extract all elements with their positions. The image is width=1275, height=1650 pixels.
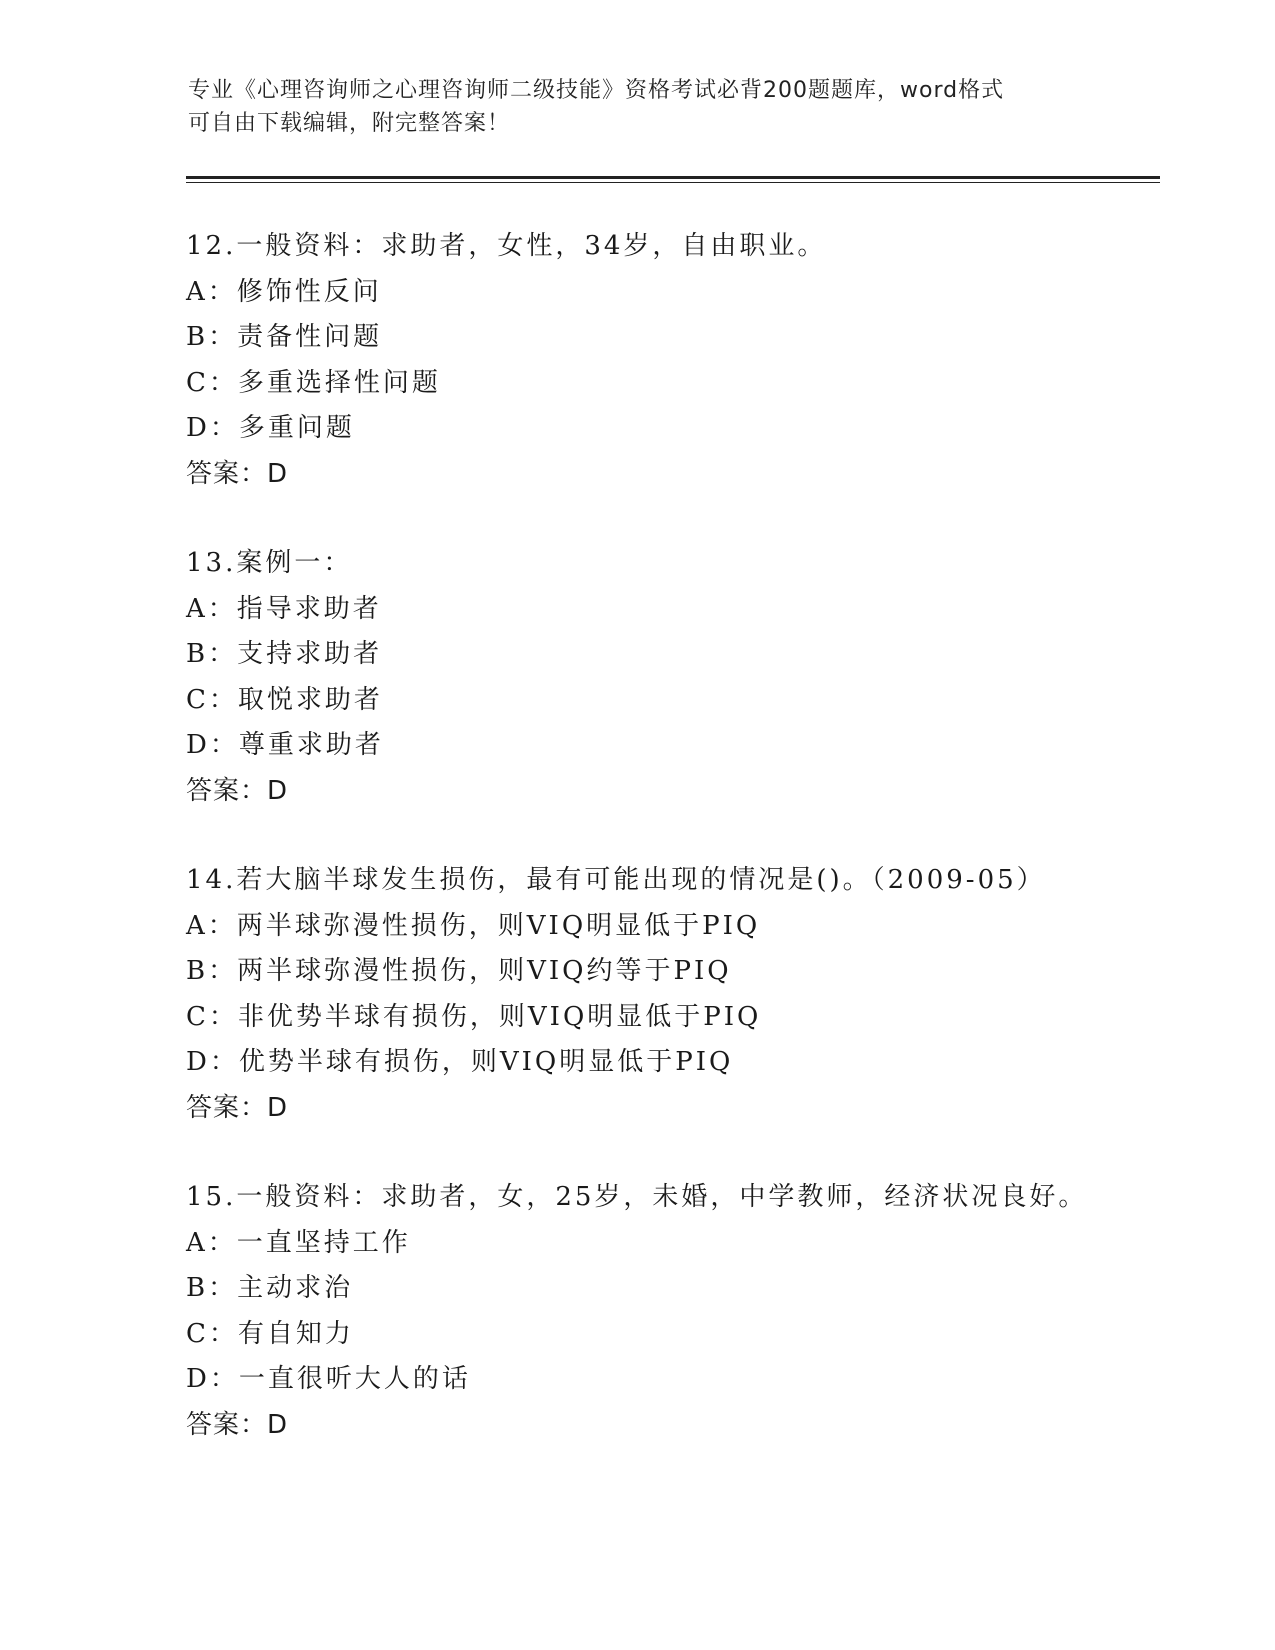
answer: 答案：D (186, 458, 289, 489)
question-stem: 14.若大脑半球发生损伤，最有可能出现的情况是()。（2009-05） (186, 865, 1046, 895)
question-stem: 15.一般资料：求助者，女，25岁，未婚，中学教师，经济状况良好。 (186, 1182, 1088, 1212)
header-title-line-2: 可自由下载编辑，附完整答案！ (188, 111, 511, 136)
option-c: C：取悦求助者 (186, 684, 383, 715)
answer: 答案：D (186, 775, 289, 806)
option-d: D：多重问题 (186, 413, 355, 443)
option-d: D：尊重求助者 (186, 730, 384, 760)
option-c: C：非优势半球有损伤，则VIQ明显低于PIQ (186, 1001, 762, 1032)
document-header (188, 74, 1068, 140)
question-stem: 13.案例一： (186, 548, 353, 578)
option-a: A：修饰性反问 (186, 276, 382, 307)
option-d: D：优势半球有损伤，则VIQ明显低于PIQ (186, 1047, 734, 1077)
option-d: D：一直很听大人的话 (186, 1364, 471, 1394)
question-stem: 12.一般资料：求助者，女性，34岁，自由职业。 (186, 231, 827, 261)
question-14 (186, 858, 1186, 1131)
option-c: C：多重选择性问题 (186, 367, 441, 398)
option-c: C：有自知力 (186, 1318, 354, 1349)
option-b: B：责备性问题 (186, 322, 383, 352)
header-divider-thin (186, 182, 1160, 183)
header-divider-thick (186, 176, 1160, 179)
option-a: A：一直坚持工作 (186, 1227, 411, 1258)
header-title-line-1: 专业《心理咨询师之心理咨询师二级技能》资格考试必背200题题库，word格式 (188, 78, 1005, 103)
question-12 (186, 224, 1186, 497)
question-13 (186, 541, 1186, 814)
answer: 答案：D (186, 1092, 289, 1123)
option-b: B：两半球弥漫性损伤，则VIQ约等于PIQ (186, 956, 732, 986)
option-a: A：两半球弥漫性损伤，则VIQ明显低于PIQ (186, 910, 761, 941)
question-15 (186, 1175, 1186, 1448)
option-a: A：指导求助者 (186, 593, 382, 624)
option-b: B：主动求治 (186, 1273, 354, 1303)
option-b: B：支持求助者 (186, 639, 383, 669)
answer: 答案：D (186, 1409, 289, 1440)
